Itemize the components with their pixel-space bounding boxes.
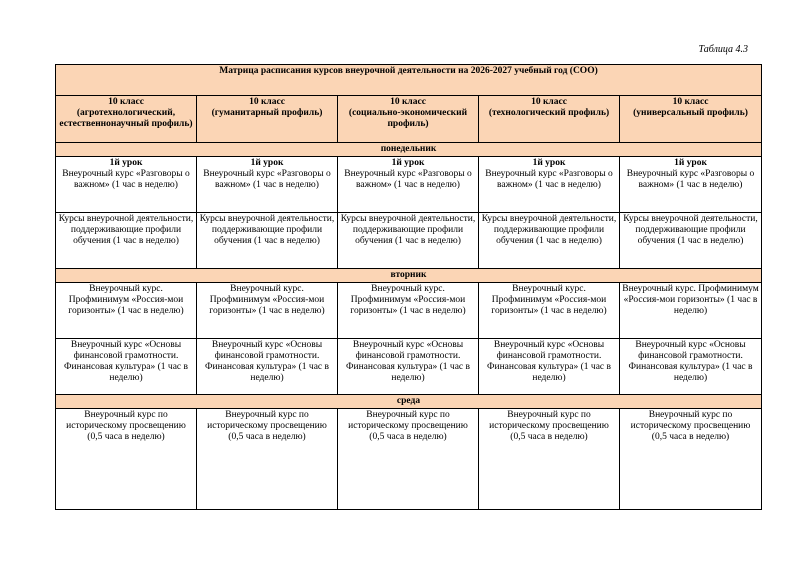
table-cell <box>620 157 762 213</box>
table-cell <box>479 157 620 213</box>
grade-label: 10 класс <box>249 97 285 107</box>
cell-text: Внеурочный курс «Разговоры о важном» (1 час в неделю) <box>62 169 190 190</box>
table-cell: Внеурочный курс по историческому просвещению (0,5 часа в неделю) <box>620 409 762 510</box>
grade-label: 10 класс <box>672 97 709 107</box>
grade-label: 10 класс <box>108 97 144 107</box>
cell-text: Внеурочный курс «Разговоры о важном» (1 час в неделю) <box>626 169 755 190</box>
lesson-number: 1й урок <box>250 158 284 168</box>
table-cell: Внеурочный курс. Профминимум «Россия-мои горизонты» (1 час в неделю) <box>620 283 762 339</box>
table-cell: Курсы внеурочной деятельности, поддерживающие профили обучения (1 час в неделю) <box>620 213 762 269</box>
table-cell: Внеурочный курс. Профминимум «Россия-мои горизонты» (1 час в неделю) <box>197 283 338 339</box>
profile-label: (гуманитарный профиль) <box>211 108 323 118</box>
table-cell: Внеурочный курс «Основы финансовой грамотности. Финансовая культура» (1 час в неделю) <box>338 339 479 395</box>
lesson-number: 1й урок <box>109 158 143 168</box>
cell-text: Внеурочный курс «Разговоры о важном» (1 час в неделю) <box>203 169 331 190</box>
profile-label: (технологический профиль) <box>488 108 610 118</box>
day-label: среда <box>56 395 762 409</box>
table-cell: Курсы внеурочной деятельности, поддерживающие профили обучения (1 час в неделю) <box>479 213 620 269</box>
table-cell <box>338 157 479 213</box>
table-cell: Внеурочный курс. Профминимум «Россия-мои горизонты» (1 час в неделю) <box>338 283 479 339</box>
table-cell: Внеурочный курс «Основы финансовой грамотности. Финансовая культура» (1 час в неделю) <box>620 339 762 395</box>
table-cell: Внеурочный курс по историческому просвещению (0,5 часа в неделю) <box>197 409 338 510</box>
grade-label: 10 класс <box>531 97 567 107</box>
title-row <box>56 65 762 96</box>
lesson-number: 1й урок <box>532 158 566 168</box>
header-row <box>56 96 762 143</box>
table-row <box>56 157 762 213</box>
table-cell <box>197 157 338 213</box>
table-row <box>56 213 762 269</box>
day-row-monday <box>56 143 762 157</box>
column-header <box>338 96 479 143</box>
table-cell: Внеурочный курс «Основы финансовой грамотности. Финансовая культура» (1 час в неделю) <box>56 339 197 395</box>
profile-label: (агротехнологический, естественнонаучный профиль) <box>59 108 193 129</box>
grade-label: 10 класс <box>390 97 426 107</box>
lesson-number: 1й урок <box>674 158 707 168</box>
column-header <box>197 96 338 143</box>
table-cell: Внеурочный курс «Основы финансовой грамотности. Финансовая культура» (1 час в неделю) <box>197 339 338 395</box>
day-label: вторник <box>56 269 762 283</box>
profile-label: (универсальный профиль) <box>633 108 748 118</box>
table-cell: Внеурочный курс по историческому просвещению (0,5 часа в неделю) <box>479 409 620 510</box>
day-row-tuesday <box>56 269 762 283</box>
table-cell: Внеурочный курс по историческому просвещению (0,5 часа в неделю) <box>56 409 197 510</box>
profile-label: (социально-экономический профиль) <box>348 108 468 129</box>
table-row <box>56 409 762 510</box>
day-row-wednesday <box>56 395 762 409</box>
table-cell: Курсы внеурочной деятельности, поддерживающие профили обучения (1 час в неделю) <box>56 213 197 269</box>
cell-text: Внеурочный курс «Разговоры о важном» (1 час в неделю) <box>344 169 472 190</box>
table-cell: Внеурочный курс. Профминимум «Россия-мои горизонты» (1 час в неделю) <box>56 283 197 339</box>
column-header <box>620 96 762 143</box>
table-cell <box>56 157 197 213</box>
table-row <box>56 283 762 339</box>
cell-text: Внеурочный курс «Разговоры о важном» (1 час в неделю) <box>485 169 613 190</box>
table-title: Матрица расписания курсов внеурочной деятельности на 2026-2027 учебный год (СОО) <box>56 65 762 96</box>
table-row <box>56 339 762 395</box>
table-cell: Внеурочный курс «Основы финансовой грамотности. Финансовая культура» (1 час в неделю) <box>479 339 620 395</box>
day-label: понедельник <box>56 143 762 157</box>
table-cell: Курсы внеурочной деятельности, поддерживающие профили обучения (1 час в неделю) <box>338 213 479 269</box>
table-number-label: Таблица 4.3 <box>698 44 748 55</box>
schedule-matrix-table <box>55 64 762 510</box>
lesson-number: 1й урок <box>391 158 425 168</box>
table-cell: Курсы внеурочной деятельности, поддерживающие профили обучения (1 час в неделю) <box>197 213 338 269</box>
table-cell: Внеурочный курс. Профминимум «Россия-мои горизонты» (1 час в неделю) <box>479 283 620 339</box>
table-cell: Внеурочный курс по историческому просвещению (0,5 часа в неделю) <box>338 409 479 510</box>
column-header <box>56 96 197 143</box>
column-header <box>479 96 620 143</box>
